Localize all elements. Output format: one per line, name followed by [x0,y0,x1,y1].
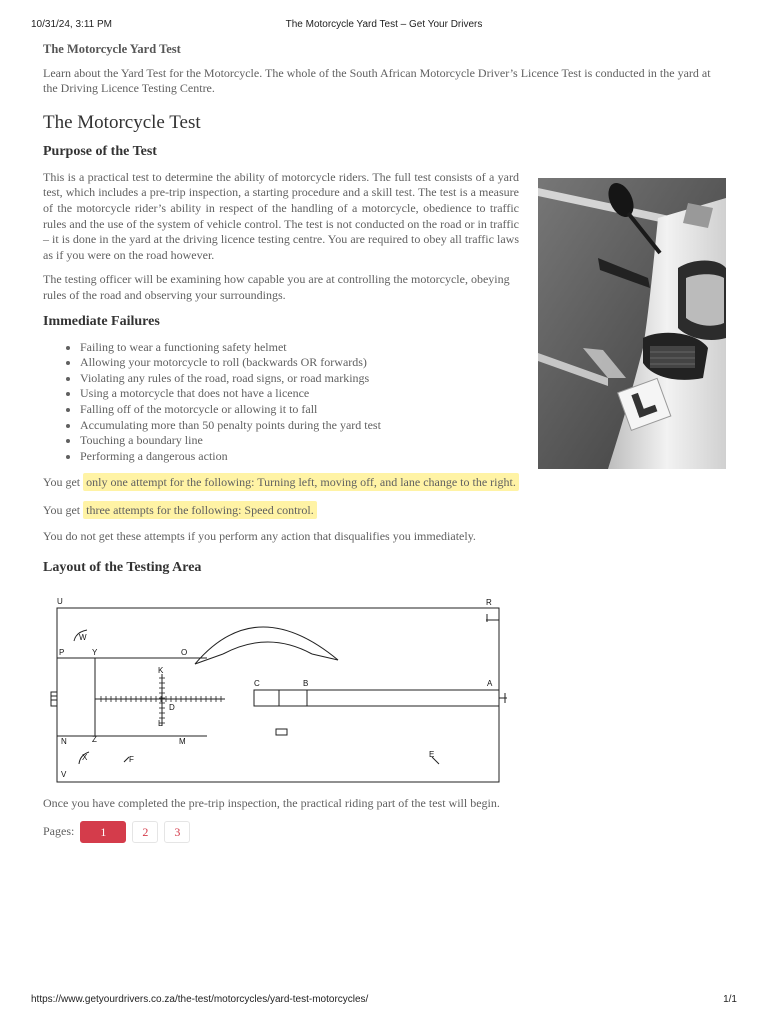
diagram-label-y: Y [92,647,98,657]
diagram-label-b: B [303,678,309,688]
list-item: • Accumulating more than 50 penalty points during the yard test [80,418,519,434]
article-subtitle: The Motorcycle Yard Test [43,42,181,56]
attempts-one-prefix: You get [43,475,81,490]
diagram-label-n: N [61,736,67,746]
page-link-3[interactable]: 3 [164,821,190,843]
diagram-label-d: D [169,702,175,712]
diagram-label-m: M [179,736,186,746]
pagination-label: Pages: [43,824,75,839]
list-item: • Failing to wear a functioning safety helmet [80,340,519,356]
motorcycle-photo [538,178,726,469]
testing-area-diagram [47,592,507,784]
failures-heading: Immediate Failures [43,313,160,329]
pagination [43,821,727,843]
print-page-count: 1/1 [723,994,737,1005]
attempts-one-highlight: only one attempt for the following: Turning left, moving off, and lane change to the right. [83,473,519,491]
purpose-paragraph-1: This is a practical test to determine the ability of motorcycle riders. The full test consists of a yard test, which includes a pre-trip inspection, a starting procedure and a skill test. The test is a measure of the motorcycle rider’s ability in respect of the handling of a motorcycle, obedience to traffic rules and the use of the system of vehicle control. The test is not conducted on the road or in traffic – it is done in the yard at the driving licence testing centre. You are required to obey all traffic laws as if you were on the road however. [43,169,519,262]
article [43,42,727,843]
failures-list [43,340,519,465]
diagram-label-r: R [486,597,492,607]
diagram-label-e: E [429,749,435,759]
diagram-label-l: L [158,718,163,728]
page-link-2[interactable]: 2 [132,821,158,843]
list-item: • Performing a dangerous action [80,449,519,465]
diagram-label-o: O [181,647,188,657]
list-item: • Violating any rules of the road, road signs, or road markings [80,371,519,387]
purpose-paragraph-2: The testing officer will be examining how capable you are at controlling the motorcycle, obeying rules of the road and observing your surroundings. [43,272,510,302]
after-layout-paragraph: Once you have completed the pre-trip inspection, the practical riding part of the test will begin. [43,796,500,811]
no-attempts-paragraph: You do not get these attempts if you perform any action that disqualifies you immediately. [43,529,476,544]
diagram-label-z: Z [92,734,97,744]
attempts-three-highlight: three attempts for the following: Speed control. [83,501,317,519]
diagram-label-k: K [158,665,164,675]
diagram-label-v: V [61,769,67,779]
print-page-title: The Motorcycle Yard Test – Get Your Drivers [285,19,483,30]
attempts-three-paragraph [43,501,727,519]
purpose-heading: Purpose of the Test [43,143,157,159]
print-datetime: 10/31/24, 3:11 PM [31,19,112,30]
diagram-label-u: U [57,596,63,606]
diagram-label-f: F [129,754,134,764]
diagram-label-p: P [59,647,65,657]
list-item: • Falling off of the motorcycle or allowing it to fall [80,402,519,418]
diagram-label-x: X [82,752,88,762]
print-url: https://www.getyourdrivers.co.za/the-test/motorcycles/yard-test-motorcycles/ [31,994,369,1005]
list-item: • Touching a boundary line [80,433,519,449]
diagram-label-c: C [254,678,260,688]
intro-paragraph: Learn about the Yard Test for the Motorcycle. The whole of the South African Motorcycle Driver’s Licence Test is conducted in the yard at the Driving Licence Testing Centre. [43,65,711,96]
diagram-label-w: W [79,632,87,642]
attempts-one-paragraph [43,473,727,491]
list-item: • Using a motorcycle that does not have a licence [80,386,519,402]
attempts-three-prefix: You get [43,503,81,518]
layout-heading: Layout of the Testing Area [43,559,202,575]
page-link-1[interactable]: 1 [80,821,126,843]
diagram-label-a: A [487,678,493,688]
list-item: • Allowing your motorcycle to roll (backwards OR forwards) [80,355,519,371]
section-heading: The Motorcycle Test [43,111,201,133]
